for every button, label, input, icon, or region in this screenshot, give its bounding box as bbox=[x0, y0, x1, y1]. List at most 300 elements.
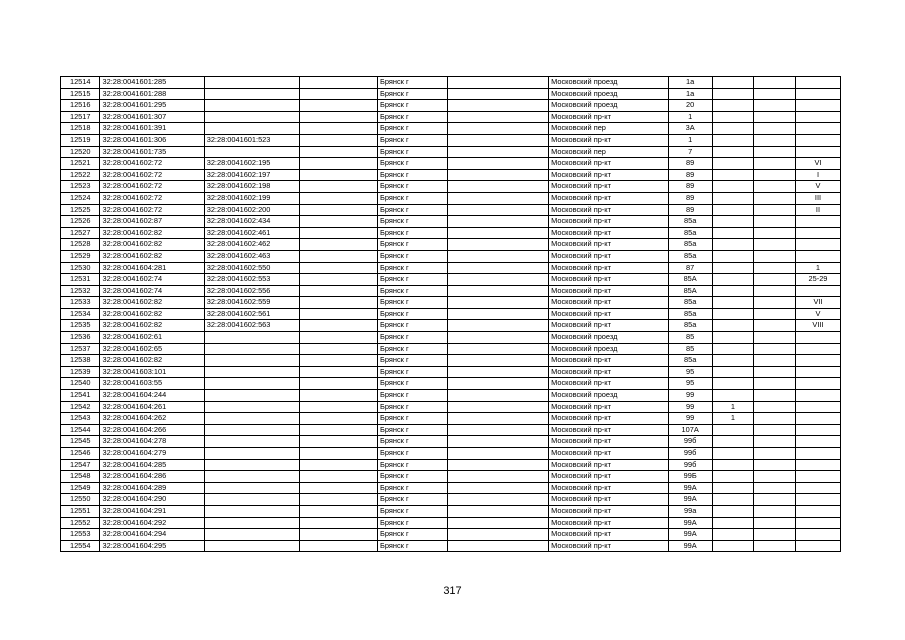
table-row bbox=[61, 88, 841, 100]
city-cell: Брянск г bbox=[378, 517, 448, 529]
corpus-cell bbox=[712, 366, 754, 378]
extra-field-cell bbox=[300, 169, 378, 181]
extra-field-2-cell bbox=[754, 297, 796, 309]
corpus-cell bbox=[712, 332, 754, 344]
extra-field-2-cell bbox=[754, 250, 796, 262]
parent-cadastral-number-cell: 32:28:0041602:463 bbox=[204, 250, 299, 262]
city-cell: Брянск г bbox=[378, 390, 448, 402]
room-number-cell bbox=[795, 366, 840, 378]
city-cell: Брянск г bbox=[378, 343, 448, 355]
corpus-cell bbox=[712, 459, 754, 471]
city-cell: Брянск г bbox=[378, 123, 448, 135]
room-number-cell bbox=[795, 401, 840, 413]
cadastral-number-cell: 32:28:0041602:65 bbox=[100, 343, 204, 355]
corpus-cell bbox=[712, 204, 754, 216]
house-number-cell: 85 bbox=[668, 332, 712, 344]
row-number-cell: 12546 bbox=[61, 448, 100, 460]
parent-cadastral-number-cell bbox=[204, 459, 299, 471]
parent-cadastral-number-cell bbox=[204, 448, 299, 460]
parent-cadastral-number-cell bbox=[204, 401, 299, 413]
table-row bbox=[61, 471, 841, 483]
corpus-cell bbox=[712, 308, 754, 320]
room-number-cell bbox=[795, 343, 840, 355]
corpus-cell bbox=[712, 355, 754, 367]
extra-field-cell bbox=[300, 505, 378, 517]
extra-field-cell bbox=[300, 262, 378, 274]
table-row bbox=[61, 216, 841, 228]
row-number-cell: 12514 bbox=[61, 77, 100, 89]
row-number-cell: 12518 bbox=[61, 123, 100, 135]
room-number-cell bbox=[795, 332, 840, 344]
extra-field-cell bbox=[300, 517, 378, 529]
city-cell: Брянск г bbox=[378, 88, 448, 100]
city-cell: Брянск г bbox=[378, 529, 448, 541]
room-number-cell bbox=[795, 88, 840, 100]
room-number-cell bbox=[795, 529, 840, 541]
cadastral-number-cell: 32:28:0041602:87 bbox=[100, 216, 204, 228]
corpus-cell bbox=[712, 390, 754, 402]
extra-field-2-cell bbox=[754, 517, 796, 529]
district-cell bbox=[448, 308, 549, 320]
district-cell bbox=[448, 158, 549, 170]
row-number-cell: 12554 bbox=[61, 540, 100, 552]
extra-field-2-cell bbox=[754, 390, 796, 402]
city-cell: Брянск г bbox=[378, 204, 448, 216]
parent-cadastral-number-cell bbox=[204, 77, 299, 89]
parent-cadastral-number-cell bbox=[204, 146, 299, 158]
extra-field-2-cell bbox=[754, 146, 796, 158]
street-cell: Московский пр-кт bbox=[549, 308, 669, 320]
house-number-cell: 1а bbox=[668, 77, 712, 89]
table-row bbox=[61, 320, 841, 332]
district-cell bbox=[448, 343, 549, 355]
house-number-cell: 87 bbox=[668, 262, 712, 274]
extra-field-cell bbox=[300, 448, 378, 460]
table-row bbox=[61, 424, 841, 436]
city-cell: Брянск г bbox=[378, 505, 448, 517]
district-cell bbox=[448, 77, 549, 89]
city-cell: Брянск г bbox=[378, 448, 448, 460]
cadastral-number-cell: 32:28:0041604:266 bbox=[100, 424, 204, 436]
room-number-cell: II bbox=[795, 204, 840, 216]
extra-field-cell bbox=[300, 332, 378, 344]
extra-field-2-cell bbox=[754, 471, 796, 483]
room-number-cell bbox=[795, 216, 840, 228]
room-number-cell bbox=[795, 134, 840, 146]
registry-table bbox=[60, 76, 841, 552]
extra-field-2-cell bbox=[754, 169, 796, 181]
room-number-cell bbox=[795, 100, 840, 112]
street-cell: Московский проезд bbox=[549, 77, 669, 89]
table-row bbox=[61, 123, 841, 135]
corpus-cell: 1 bbox=[712, 413, 754, 425]
parent-cadastral-number-cell: 32:28:0041602:556 bbox=[204, 285, 299, 297]
row-number-cell: 12541 bbox=[61, 390, 100, 402]
corpus-cell bbox=[712, 517, 754, 529]
cadastral-number-cell: 32:28:0041604:289 bbox=[100, 482, 204, 494]
room-number-cell bbox=[795, 517, 840, 529]
room-number-cell bbox=[795, 459, 840, 471]
cadastral-number-cell: 32:28:0041602:82 bbox=[100, 297, 204, 309]
street-cell: Московский пр-кт bbox=[549, 413, 669, 425]
corpus-cell bbox=[712, 111, 754, 123]
corpus-cell bbox=[712, 192, 754, 204]
extra-field-cell bbox=[300, 366, 378, 378]
parent-cadastral-number-cell: 32:28:0041602:563 bbox=[204, 320, 299, 332]
extra-field-2-cell bbox=[754, 308, 796, 320]
extra-field-cell bbox=[300, 297, 378, 309]
street-cell: Московский проезд bbox=[549, 100, 669, 112]
city-cell: Брянск г bbox=[378, 285, 448, 297]
street-cell: Московский пр-кт bbox=[549, 250, 669, 262]
street-cell: Московский пр-кт bbox=[549, 181, 669, 193]
parent-cadastral-number-cell: 32:28:0041602:553 bbox=[204, 274, 299, 286]
extra-field-cell bbox=[300, 343, 378, 355]
room-number-cell: V bbox=[795, 308, 840, 320]
extra-field-cell bbox=[300, 482, 378, 494]
cadastral-number-cell: 32:28:0041604:261 bbox=[100, 401, 204, 413]
house-number-cell: 99а bbox=[668, 505, 712, 517]
extra-field-cell bbox=[300, 378, 378, 390]
city-cell: Брянск г bbox=[378, 227, 448, 239]
table-row bbox=[61, 378, 841, 390]
corpus-cell bbox=[712, 100, 754, 112]
house-number-cell: 89 bbox=[668, 204, 712, 216]
street-cell: Московский проезд bbox=[549, 88, 669, 100]
corpus-cell bbox=[712, 169, 754, 181]
extra-field-cell bbox=[300, 100, 378, 112]
cadastral-number-cell: 32:28:0041604:281 bbox=[100, 262, 204, 274]
street-cell: Московский пр-кт bbox=[549, 505, 669, 517]
parent-cadastral-number-cell bbox=[204, 540, 299, 552]
room-number-cell: III bbox=[795, 192, 840, 204]
parent-cadastral-number-cell bbox=[204, 88, 299, 100]
extra-field-cell bbox=[300, 390, 378, 402]
extra-field-2-cell bbox=[754, 262, 796, 274]
room-number-cell: I bbox=[795, 169, 840, 181]
extra-field-cell bbox=[300, 250, 378, 262]
row-number-cell: 12536 bbox=[61, 332, 100, 344]
cadastral-number-cell: 32:28:0041604:292 bbox=[100, 517, 204, 529]
street-cell: Московский пр-кт bbox=[549, 459, 669, 471]
corpus-cell bbox=[712, 216, 754, 228]
district-cell bbox=[448, 332, 549, 344]
extra-field-2-cell bbox=[754, 204, 796, 216]
street-cell: Московский пр-кт bbox=[549, 262, 669, 274]
street-cell: Московский пер bbox=[549, 123, 669, 135]
room-number-cell bbox=[795, 355, 840, 367]
city-cell: Брянск г bbox=[378, 239, 448, 251]
city-cell: Брянск г bbox=[378, 134, 448, 146]
cadastral-number-cell: 32:28:0041602:74 bbox=[100, 285, 204, 297]
extra-field-cell bbox=[300, 123, 378, 135]
table-row bbox=[61, 517, 841, 529]
cadastral-number-cell: 32:28:0041602:82 bbox=[100, 320, 204, 332]
extra-field-cell bbox=[300, 227, 378, 239]
street-cell: Московский пр-кт bbox=[549, 204, 669, 216]
parent-cadastral-number-cell bbox=[204, 343, 299, 355]
extra-field-cell bbox=[300, 320, 378, 332]
extra-field-2-cell bbox=[754, 529, 796, 541]
corpus-cell: 1 bbox=[712, 401, 754, 413]
cadastral-number-cell: 32:28:0041604:262 bbox=[100, 413, 204, 425]
parent-cadastral-number-cell: 32:28:0041602:199 bbox=[204, 192, 299, 204]
cadastral-number-cell: 32:28:0041602:72 bbox=[100, 169, 204, 181]
extra-field-cell bbox=[300, 77, 378, 89]
extra-field-2-cell bbox=[754, 413, 796, 425]
corpus-cell bbox=[712, 88, 754, 100]
room-number-cell bbox=[795, 540, 840, 552]
table-row bbox=[61, 448, 841, 460]
room-number-cell bbox=[795, 494, 840, 506]
table-row bbox=[61, 100, 841, 112]
table-row bbox=[61, 227, 841, 239]
table-row bbox=[61, 494, 841, 506]
corpus-cell bbox=[712, 146, 754, 158]
table-row bbox=[61, 169, 841, 181]
extra-field-cell bbox=[300, 216, 378, 228]
extra-field-cell bbox=[300, 308, 378, 320]
table-row bbox=[61, 111, 841, 123]
house-number-cell: 99А bbox=[668, 482, 712, 494]
table-row bbox=[61, 343, 841, 355]
parent-cadastral-number-cell: 32:28:0041602:461 bbox=[204, 227, 299, 239]
extra-field-2-cell bbox=[754, 424, 796, 436]
table-row bbox=[61, 158, 841, 170]
city-cell: Брянск г bbox=[378, 540, 448, 552]
corpus-cell bbox=[712, 134, 754, 146]
house-number-cell: 99Б bbox=[668, 471, 712, 483]
house-number-cell: 85А bbox=[668, 285, 712, 297]
cadastral-number-cell: 32:28:0041602:72 bbox=[100, 158, 204, 170]
street-cell: Московский пр-кт bbox=[549, 227, 669, 239]
table-row bbox=[61, 505, 841, 517]
table-row bbox=[61, 204, 841, 216]
parent-cadastral-number-cell bbox=[204, 123, 299, 135]
room-number-cell bbox=[795, 505, 840, 517]
table-row bbox=[61, 274, 841, 286]
cadastral-number-cell: 32:28:0041601:285 bbox=[100, 77, 204, 89]
row-number-cell: 12548 bbox=[61, 471, 100, 483]
district-cell bbox=[448, 111, 549, 123]
corpus-cell bbox=[712, 285, 754, 297]
extra-field-cell bbox=[300, 540, 378, 552]
room-number-cell bbox=[795, 424, 840, 436]
row-number-cell: 12543 bbox=[61, 413, 100, 425]
extra-field-2-cell bbox=[754, 181, 796, 193]
corpus-cell bbox=[712, 482, 754, 494]
parent-cadastral-number-cell bbox=[204, 390, 299, 402]
street-cell: Московский пр-кт bbox=[549, 297, 669, 309]
street-cell: Московский пр-кт bbox=[549, 529, 669, 541]
city-cell: Брянск г bbox=[378, 192, 448, 204]
house-number-cell: 85а bbox=[668, 227, 712, 239]
row-number-cell: 12551 bbox=[61, 505, 100, 517]
row-number-cell: 12545 bbox=[61, 436, 100, 448]
house-number-cell: 99 bbox=[668, 390, 712, 402]
house-number-cell: 99 bbox=[668, 401, 712, 413]
city-cell: Брянск г bbox=[378, 436, 448, 448]
street-cell: Московский пр-кт bbox=[549, 216, 669, 228]
street-cell: Московский пр-кт bbox=[549, 517, 669, 529]
corpus-cell bbox=[712, 123, 754, 135]
street-cell: Московский пр-кт bbox=[549, 436, 669, 448]
corpus-cell bbox=[712, 77, 754, 89]
extra-field-cell bbox=[300, 146, 378, 158]
table-row bbox=[61, 413, 841, 425]
street-cell: Московский пр-кт bbox=[549, 448, 669, 460]
extra-field-2-cell bbox=[754, 216, 796, 228]
district-cell bbox=[448, 505, 549, 517]
cadastral-number-cell: 32:28:0041604:278 bbox=[100, 436, 204, 448]
district-cell bbox=[448, 123, 549, 135]
house-number-cell: 85а bbox=[668, 308, 712, 320]
row-number-cell: 12528 bbox=[61, 239, 100, 251]
house-number-cell: 89 bbox=[668, 192, 712, 204]
parent-cadastral-number-cell: 32:28:0041602:198 bbox=[204, 181, 299, 193]
room-number-cell bbox=[795, 77, 840, 89]
room-number-cell bbox=[795, 239, 840, 251]
cadastral-number-cell: 32:28:0041604:290 bbox=[100, 494, 204, 506]
street-cell: Московский проезд bbox=[549, 343, 669, 355]
row-number-cell: 12516 bbox=[61, 100, 100, 112]
extra-field-cell bbox=[300, 158, 378, 170]
house-number-cell: 1 bbox=[668, 134, 712, 146]
table-row bbox=[61, 366, 841, 378]
district-cell bbox=[448, 459, 549, 471]
extra-field-2-cell bbox=[754, 482, 796, 494]
city-cell: Брянск г bbox=[378, 111, 448, 123]
table-row bbox=[61, 77, 841, 89]
row-number-cell: 12547 bbox=[61, 459, 100, 471]
extra-field-2-cell bbox=[754, 343, 796, 355]
parent-cadastral-number-cell bbox=[204, 100, 299, 112]
district-cell bbox=[448, 250, 549, 262]
extra-field-cell bbox=[300, 413, 378, 425]
extra-field-cell bbox=[300, 471, 378, 483]
district-cell bbox=[448, 297, 549, 309]
corpus-cell bbox=[712, 158, 754, 170]
parent-cadastral-number-cell: 32:28:0041602:462 bbox=[204, 239, 299, 251]
room-number-cell bbox=[795, 378, 840, 390]
district-cell bbox=[448, 436, 549, 448]
parent-cadastral-number-cell: 32:28:0041602:559 bbox=[204, 297, 299, 309]
district-cell bbox=[448, 169, 549, 181]
house-number-cell: 85а bbox=[668, 320, 712, 332]
district-cell bbox=[448, 274, 549, 286]
street-cell: Московский пр-кт bbox=[549, 274, 669, 286]
corpus-cell bbox=[712, 505, 754, 517]
extra-field-2-cell bbox=[754, 227, 796, 239]
city-cell: Брянск г bbox=[378, 250, 448, 262]
extra-field-2-cell bbox=[754, 239, 796, 251]
page-number: 317 bbox=[443, 585, 462, 597]
district-cell bbox=[448, 529, 549, 541]
row-number-cell: 12521 bbox=[61, 158, 100, 170]
extra-field-cell bbox=[300, 111, 378, 123]
extra-field-2-cell bbox=[754, 77, 796, 89]
house-number-cell: 1 bbox=[668, 111, 712, 123]
cadastral-number-cell: 32:28:0041604:244 bbox=[100, 390, 204, 402]
extra-field-2-cell bbox=[754, 88, 796, 100]
extra-field-cell bbox=[300, 436, 378, 448]
extra-field-2-cell bbox=[754, 111, 796, 123]
street-cell: Московский пр-кт bbox=[549, 471, 669, 483]
row-number-cell: 12531 bbox=[61, 274, 100, 286]
extra-field-2-cell bbox=[754, 320, 796, 332]
extra-field-2-cell bbox=[754, 158, 796, 170]
district-cell bbox=[448, 320, 549, 332]
city-cell: Брянск г bbox=[378, 459, 448, 471]
room-number-cell: 1 bbox=[795, 262, 840, 274]
city-cell: Брянск г bbox=[378, 146, 448, 158]
cadastral-number-cell: 32:28:0041602:72 bbox=[100, 192, 204, 204]
house-number-cell: 85а bbox=[668, 297, 712, 309]
row-number-cell: 12530 bbox=[61, 262, 100, 274]
city-cell: Брянск г bbox=[378, 494, 448, 506]
house-number-cell: 107А bbox=[668, 424, 712, 436]
cadastral-number-cell: 32:28:0041604:286 bbox=[100, 471, 204, 483]
district-cell bbox=[448, 378, 549, 390]
table-row bbox=[61, 355, 841, 367]
house-number-cell: 89 bbox=[668, 158, 712, 170]
parent-cadastral-number-cell bbox=[204, 494, 299, 506]
corpus-cell bbox=[712, 297, 754, 309]
corpus-cell bbox=[712, 448, 754, 460]
city-cell: Брянск г bbox=[378, 262, 448, 274]
house-number-cell: 99 bbox=[668, 413, 712, 425]
room-number-cell bbox=[795, 285, 840, 297]
corpus-cell bbox=[712, 250, 754, 262]
extra-field-2-cell bbox=[754, 366, 796, 378]
corpus-cell bbox=[712, 378, 754, 390]
house-number-cell: 89 bbox=[668, 169, 712, 181]
city-cell: Брянск г bbox=[378, 77, 448, 89]
district-cell bbox=[448, 100, 549, 112]
street-cell: Московский пр-кт bbox=[549, 401, 669, 413]
cadastral-number-cell: 32:28:0041601:295 bbox=[100, 100, 204, 112]
house-number-cell: 89 bbox=[668, 181, 712, 193]
extra-field-2-cell bbox=[754, 436, 796, 448]
corpus-cell bbox=[712, 274, 754, 286]
district-cell bbox=[448, 285, 549, 297]
row-number-cell: 12520 bbox=[61, 146, 100, 158]
street-cell: Московский пр-кт bbox=[549, 366, 669, 378]
district-cell bbox=[448, 482, 549, 494]
district-cell bbox=[448, 390, 549, 402]
house-number-cell: 99б bbox=[668, 459, 712, 471]
row-number-cell: 12542 bbox=[61, 401, 100, 413]
parent-cadastral-number-cell: 32:28:0041602:195 bbox=[204, 158, 299, 170]
corpus-cell bbox=[712, 471, 754, 483]
district-cell bbox=[448, 540, 549, 552]
corpus-cell bbox=[712, 227, 754, 239]
table-row bbox=[61, 262, 841, 274]
cadastral-number-cell: 32:28:0041602:72 bbox=[100, 204, 204, 216]
district-cell bbox=[448, 366, 549, 378]
row-number-cell: 12515 bbox=[61, 88, 100, 100]
row-number-cell: 12523 bbox=[61, 181, 100, 193]
row-number-cell: 12537 bbox=[61, 343, 100, 355]
house-number-cell: 3А bbox=[668, 123, 712, 135]
parent-cadastral-number-cell: 32:28:0041602:550 bbox=[204, 262, 299, 274]
registry-body bbox=[61, 77, 841, 552]
district-cell bbox=[448, 471, 549, 483]
cadastral-number-cell: 32:28:0041601:288 bbox=[100, 88, 204, 100]
parent-cadastral-number-cell: 32:28:0041602:561 bbox=[204, 308, 299, 320]
room-number-cell bbox=[795, 471, 840, 483]
cadastral-number-cell: 32:28:0041604:294 bbox=[100, 529, 204, 541]
